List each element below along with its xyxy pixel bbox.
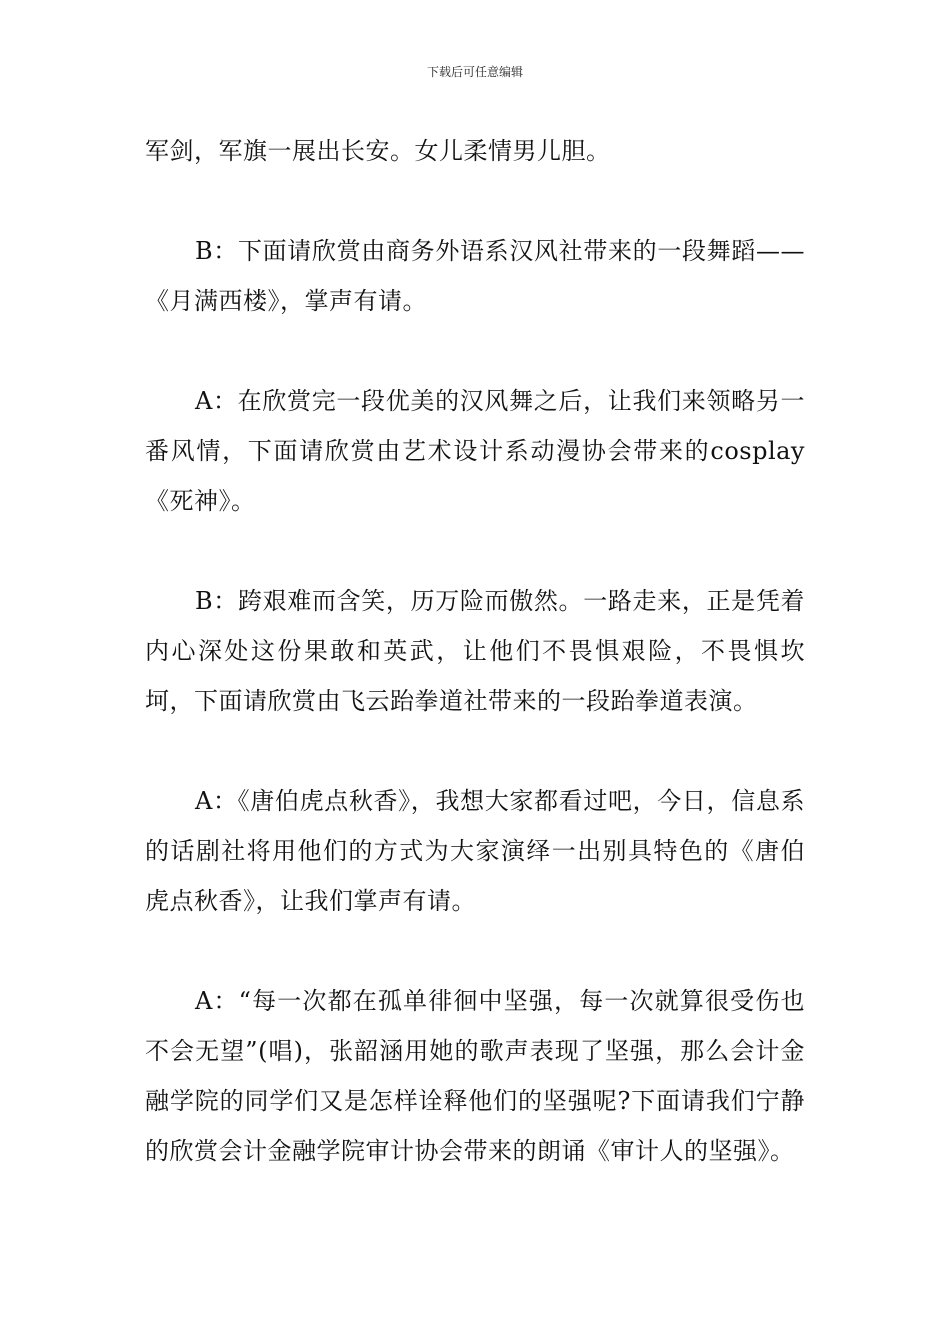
paragraph-taekwondo-intro: B：跨艰难而含笑，历万险而傲然。一路走来，正是凭着内心深处这份果敢和英武，让他们不畏惧艰险，不畏惧坎坷，下面请欣赏由飞云跆拳道社带来的一段跆拳道表演。	[145, 587, 805, 715]
document-body	[145, 126, 805, 1226]
paragraph-continuation: 军剑，军旗一展出长安。女儿柔情男儿胆。	[145, 137, 611, 165]
page-header: 下载后可任意编辑	[426, 65, 523, 79]
paragraph-dance-intro: B：下面请欣赏由商务外语系汉风社带来的一段舞蹈——《月满西楼》，掌声有请。	[145, 237, 805, 315]
paragraph-cosplay-intro: A：在欣赏完一段优美的汉风舞之后，让我们来领略另一番风情，下面请欣赏由艺术设计系动漫协会带来的cosplay《死神》。	[145, 387, 805, 515]
paragraph-drama-intro: A：《唐伯虎点秋香》，我想大家都看过吧，今日，信息系的话剧社将用他们的方式为大家演绎一出别具特色的《唐伯虎点秋香》，让我们掌声有请。	[145, 787, 805, 915]
paragraph-recitation-intro: A：“每一次都在孤单徘徊中坚强，每一次就算很受伤也不会无望”(唱)，张韶涵用她的歌声表现了坚强，那么会计金融学院的同学们又是怎样诠释他们的坚强呢?下面请我们宁静的欣赏会计金融学院审计协会带来的朗诵《审计人的坚强》。	[145, 987, 805, 1165]
